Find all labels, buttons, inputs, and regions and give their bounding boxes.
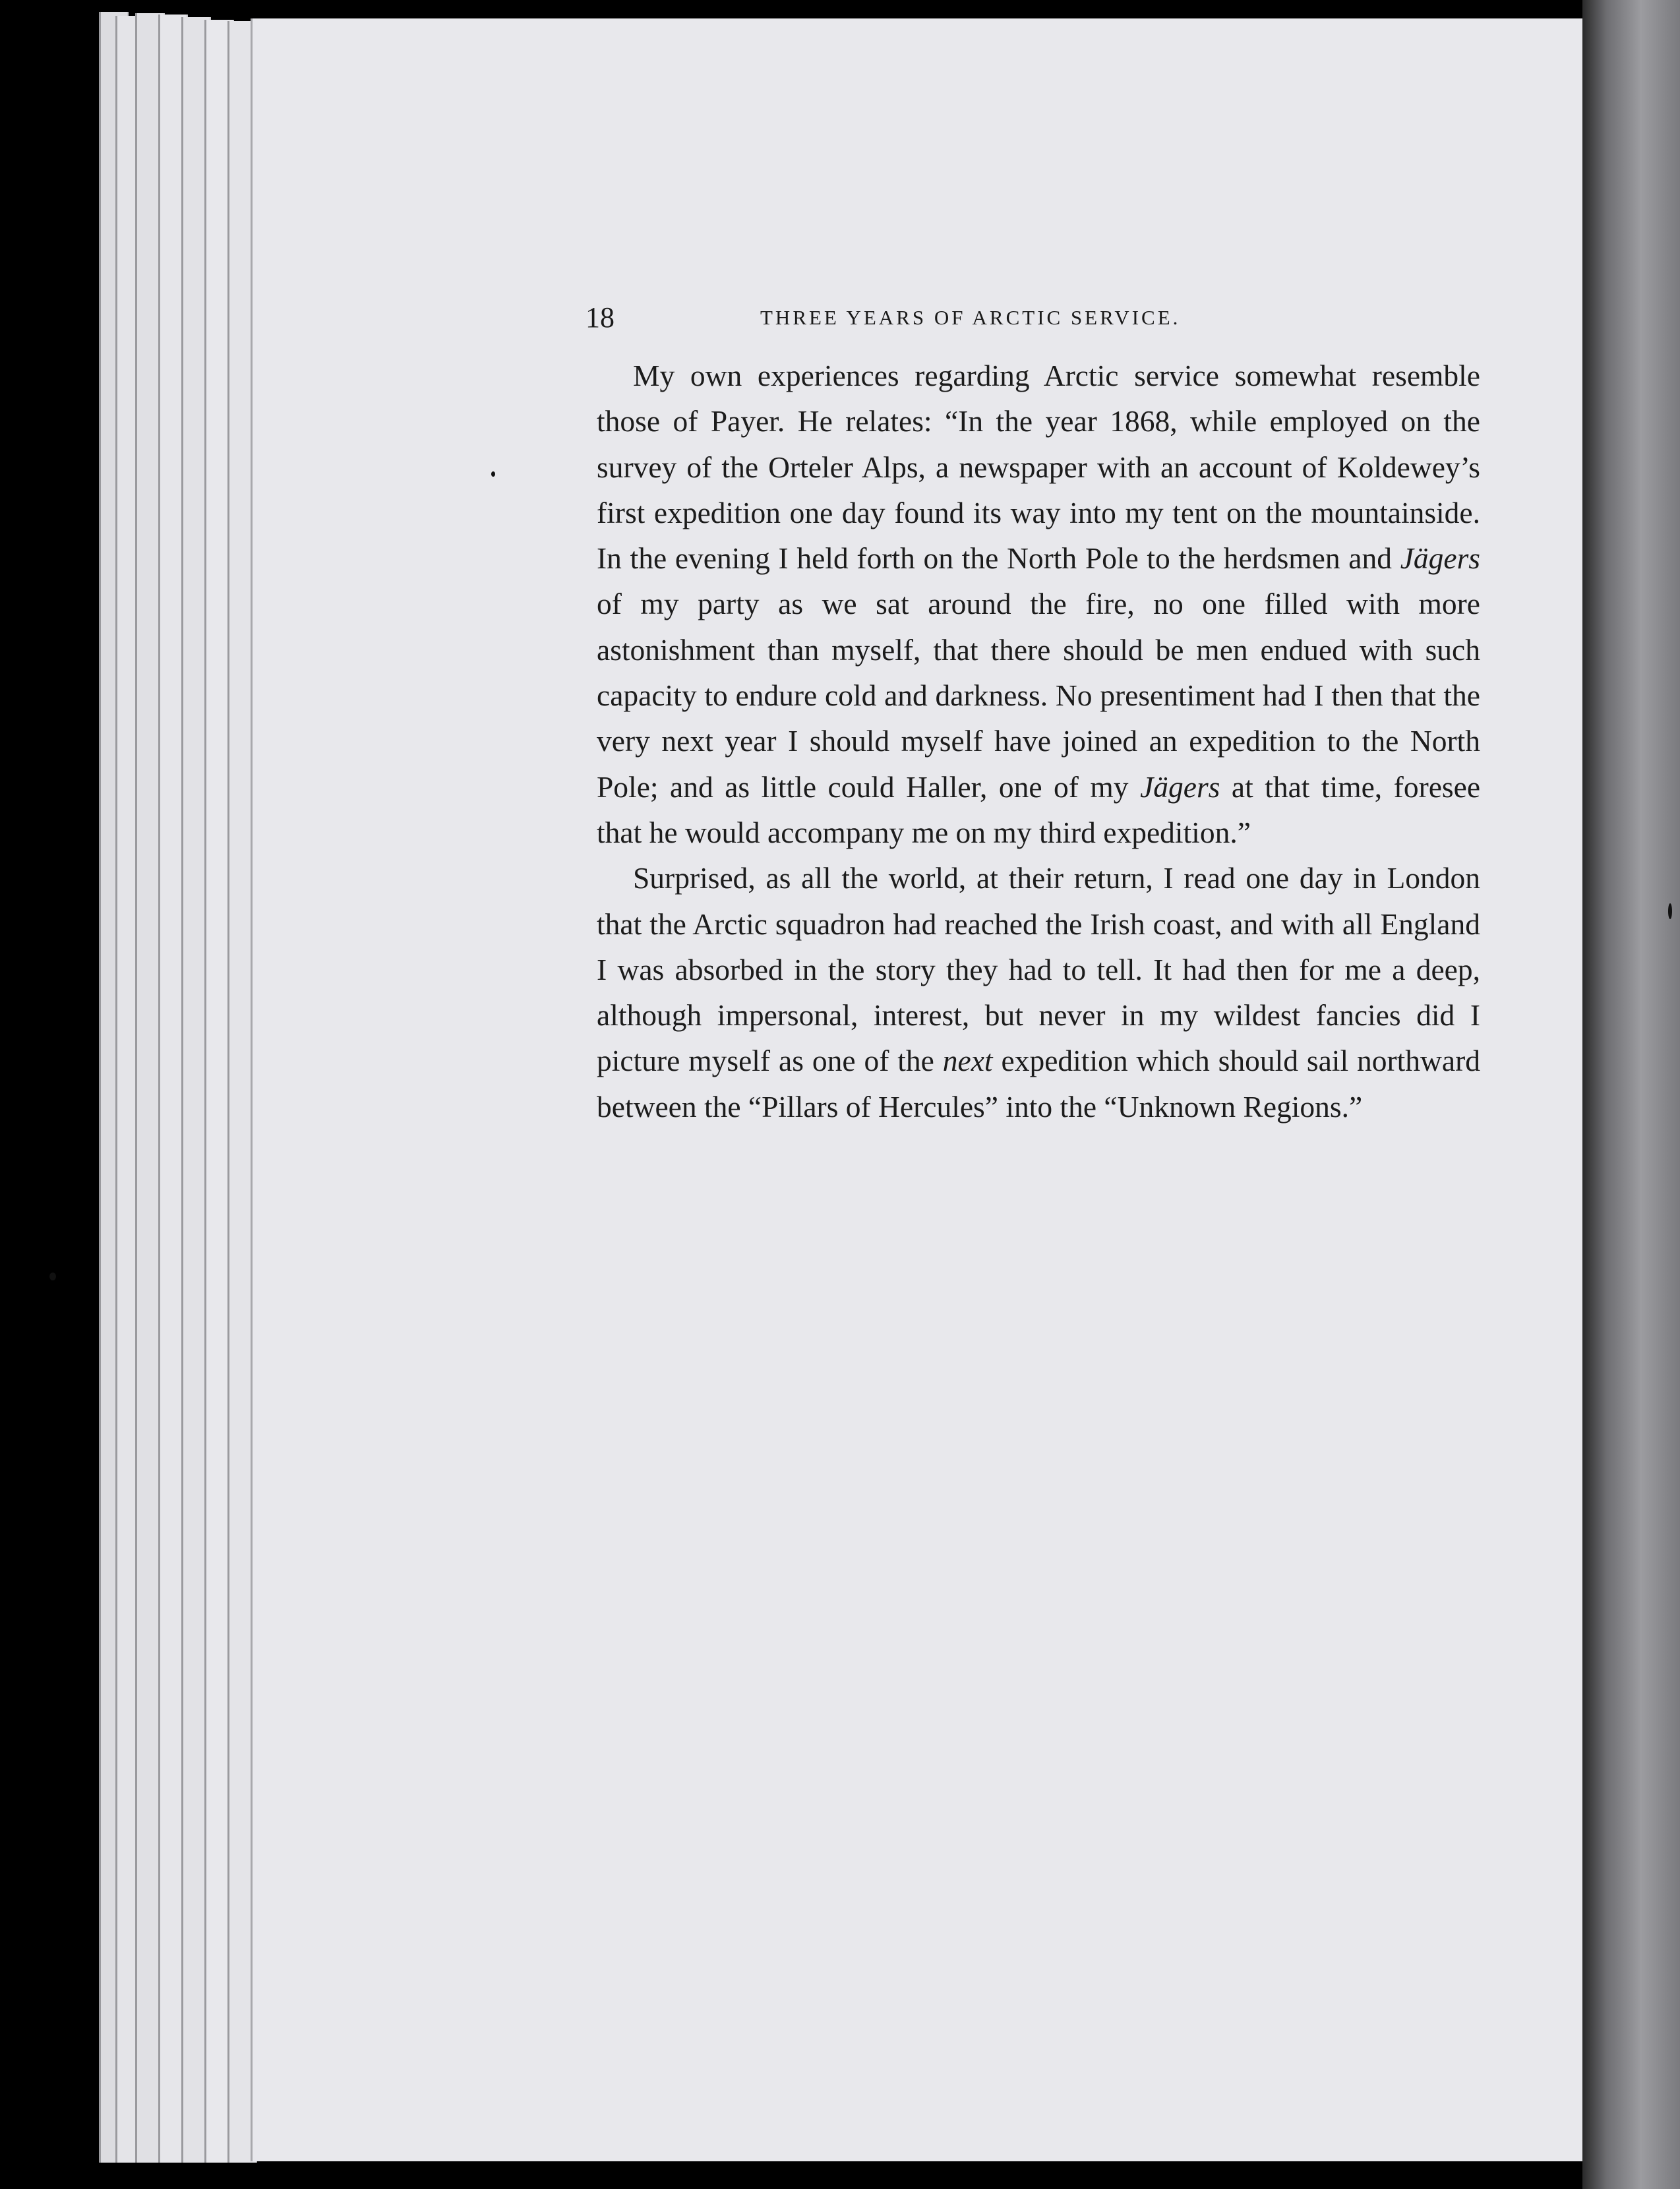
book-gutter bbox=[1582, 0, 1680, 2189]
italic-text: Jägers bbox=[1140, 769, 1220, 804]
body-text bbox=[597, 353, 1480, 1129]
paragraph bbox=[597, 353, 1480, 855]
text-segment: at that time, foresee that he would accompany me on my third expedition.” bbox=[597, 769, 1481, 849]
text-segment: My own experiences regarding Arctic service somewhat resemble those of Payer. He relates: “In the year 1868, while employed on the survey of the Orteler Alps, a newspaper with an account of Koldewey’s first expedition one day found its way into my tent on the mountainside. In the evening I held forth on the North Pole to the herdsmen and bbox=[597, 359, 1480, 576]
page-number: 18 bbox=[585, 301, 615, 334]
scan-speck bbox=[491, 471, 495, 477]
italic-text: Jägers bbox=[1400, 541, 1480, 576]
text-segment: of my party as we sat around the fire, no one filled with more astonishment than myself, that there should be men endued with such capacity to endure cold and darkness. No presentiment had I then that the very next year I should myself have joined an expedition to the North Pole; and as little could Haller, one of my bbox=[597, 587, 1480, 804]
running-title: THREE YEARS OF ARCTIC SERVICE. bbox=[760, 306, 1181, 329]
running-head bbox=[585, 301, 1298, 340]
italic-text: next bbox=[942, 1044, 993, 1078]
scan-speck bbox=[1668, 903, 1672, 919]
text-segment: expedition which should sail northward between the “Pillars of Hercules” into the “Unknown Regions.” bbox=[597, 1044, 1481, 1124]
paragraph bbox=[597, 855, 1480, 1129]
scan-speck bbox=[49, 1273, 56, 1280]
text-segment: Surprised, as all the world, at their return, I read one day in London that the Arctic squadron had reached the Irish coast, and with all England I was absorbed in the story they had to tell. It had then for me a deep, although impersonal, interest, but never in my wildest fancies did I picture myself as one of the bbox=[597, 861, 1480, 1078]
